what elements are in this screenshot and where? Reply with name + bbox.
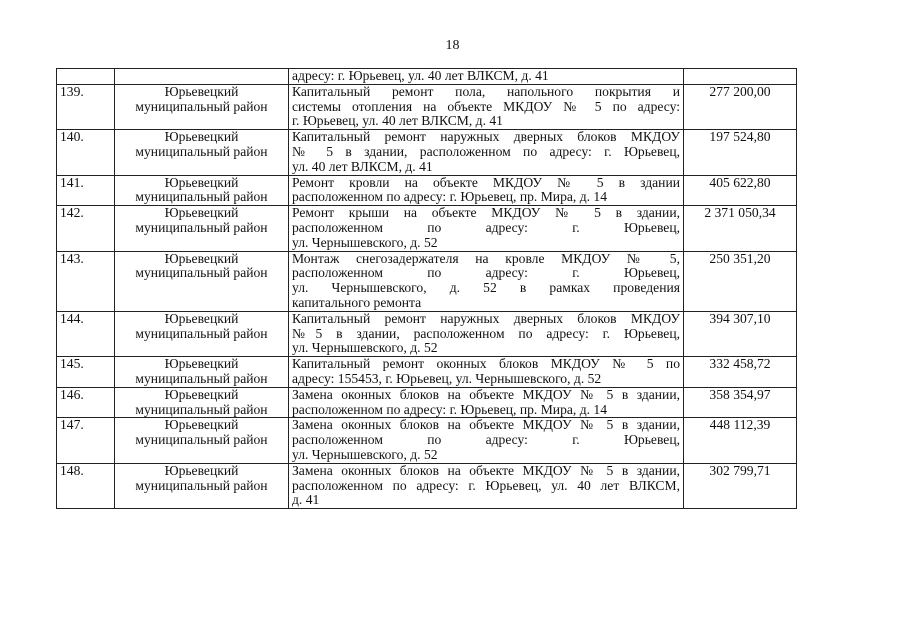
district-type: муниципальный район	[135, 143, 268, 159]
district-type: муниципальный район	[135, 265, 268, 281]
table-row	[57, 387, 797, 418]
row-district	[115, 69, 289, 85]
row-number: 140.	[57, 130, 115, 175]
description-line: Капитальный ремонт пола, напольного покрытия и	[292, 84, 680, 99]
row-number: 141.	[57, 175, 115, 206]
description-line: д. 41	[292, 492, 320, 508]
description-line: системы отопления на объекте МКДОУ № 5 по адресу:	[292, 98, 680, 114]
description-line: расположенном по адресу: г. Юрьевец, пр. Мира, д. 14	[292, 189, 608, 205]
table-row	[57, 84, 797, 129]
description-line: г. Юрьевец, ул. 40 лет ВЛКСМ, д. 41	[292, 113, 503, 129]
row-description	[289, 130, 684, 175]
district-type: муниципальный район	[135, 325, 268, 341]
row-number: 147.	[57, 418, 115, 463]
description-line: адресу: г. Юрьевец, ул. 40 лет ВЛКСМ, д. 41	[292, 68, 549, 83]
description-line: ул. Чернышевского, д. 52	[292, 234, 438, 250]
row-amount: 448 112,39	[684, 418, 797, 463]
table-row	[57, 357, 797, 388]
row-amount	[684, 69, 797, 85]
description-line: Замена оконных блоков на объекте МКДОУ № 5 в здании,	[292, 387, 680, 402]
row-district	[115, 387, 289, 418]
description-line: адресу: 155453, г. Юрьевец, ул. Чернышевского, д. 52	[292, 370, 602, 386]
row-description	[289, 251, 684, 311]
description-line: ул. Чернышевского, д. 52	[292, 446, 438, 462]
district-name: Юрьевецкий	[164, 463, 239, 478]
row-district	[115, 175, 289, 206]
description-line: ул. 40 лет ВЛКСМ, д. 41	[292, 158, 433, 174]
row-number: 142.	[57, 206, 115, 251]
row-district	[115, 251, 289, 311]
district-name: Юрьевецкий	[164, 84, 239, 99]
row-amount: 358 354,97	[684, 387, 797, 418]
row-description	[289, 463, 684, 508]
description-line: Капитальный ремонт наружных дверных блоков МКДОУ	[292, 311, 680, 326]
district-name: Юрьевецкий	[164, 251, 239, 266]
row-description	[289, 69, 684, 85]
row-district	[115, 357, 289, 388]
row-number: 143.	[57, 251, 115, 311]
row-district	[115, 463, 289, 508]
description-line: расположенном по адресу: г. Юрьевец, пр. Мира, д. 14	[292, 401, 608, 417]
row-number: 144.	[57, 311, 115, 356]
row-amount: 197 524,80	[684, 130, 797, 175]
description-line: Замена оконных блоков на объекте МКДОУ № 5 в здании,	[292, 463, 680, 478]
district-name: Юрьевецкий	[164, 205, 239, 221]
district-type: муниципальный район	[135, 477, 268, 493]
district-name: Юрьевецкий	[164, 356, 239, 372]
row-amount: 302 799,71	[684, 463, 797, 508]
description-line: Монтаж снегозадержателя на кровле МКДОУ № 5,	[292, 251, 680, 266]
row-amount: 394 307,10	[684, 311, 797, 356]
row-description	[289, 387, 684, 418]
description-line: Замена оконных блоков на объекте МКДОУ № 5 в здании,	[292, 417, 680, 433]
row-number: 139.	[57, 84, 115, 129]
table-row	[57, 311, 797, 356]
row-description	[289, 311, 684, 356]
row-amount: 277 200,00	[684, 84, 797, 129]
row-description	[289, 206, 684, 251]
district-name: Юрьевецкий	[164, 311, 239, 326]
row-district	[115, 418, 289, 463]
row-district	[115, 206, 289, 251]
description-line: №5 в здании, расположенном по адресу: г. Юрьевец,	[292, 325, 680, 341]
row-description	[289, 84, 684, 129]
district-name: Юрьевецкий	[164, 129, 239, 145]
row-district	[115, 130, 289, 175]
table-row	[57, 463, 797, 508]
description-line: капитального ремонта	[292, 294, 422, 310]
row-description	[289, 418, 684, 463]
description-line: расположенном по адресу: г. Юрьевец,	[292, 265, 680, 281]
row-description	[289, 357, 684, 388]
description-line: расположенном по адресу: г. Юрьевец, ул. 40 лет ВЛКСМ,	[292, 477, 680, 493]
description-line: ул. Чернышевского, д. 52	[292, 340, 438, 356]
district-type: муниципальный район	[135, 98, 268, 114]
description-line: Ремонт крыши на объекте МКДОУ № 5 в здании,	[292, 205, 680, 221]
row-amount: 405 622,80	[684, 175, 797, 206]
description-line: расположенном по адресу: г. Юрьевец,	[292, 219, 680, 235]
row-description	[289, 175, 684, 206]
table-row	[57, 130, 797, 175]
objects-table	[56, 68, 797, 509]
district-type: муниципальный район	[135, 219, 268, 235]
row-number	[57, 69, 115, 85]
row-number: 146.	[57, 387, 115, 418]
district-name: Юрьевецкий	[164, 387, 239, 402]
district-type: муниципальный район	[135, 370, 268, 386]
description-line: Капитальный ремонт наружных дверных блоков МКДОУ	[292, 129, 680, 145]
row-district	[115, 311, 289, 356]
table-row	[57, 175, 797, 206]
table-row-continuation	[57, 69, 797, 85]
page-number: 18	[445, 38, 460, 53]
row-amount: 2 371 050,34	[684, 206, 797, 251]
district-type: муниципальный район	[135, 401, 268, 417]
row-amount: 332 458,72	[684, 357, 797, 388]
district-type: муниципальный район	[135, 432, 268, 448]
row-amount: 250 351,20	[684, 251, 797, 311]
district-name: Юрьевецкий	[164, 417, 239, 433]
district-name: Юрьевецкий	[164, 175, 239, 190]
row-number: 148.	[57, 463, 115, 508]
row-district	[115, 84, 289, 129]
description-line: № 5 в здании, расположенном по адресу: г. Юрьевец,	[292, 143, 680, 159]
district-type: муниципальный район	[135, 189, 268, 205]
description-line: Капитальный ремонт оконных блоков МКДОУ № 5 по	[292, 356, 680, 372]
description-line: Ремонт кровли на объекте МКДОУ № 5 в здании	[292, 175, 680, 190]
table-row	[57, 206, 797, 251]
table-row	[57, 418, 797, 463]
description-line: ул. Чернышевского, д. 52 в рамках проведения	[292, 280, 680, 296]
description-line: расположенном по адресу: г. Юрьевец,	[292, 432, 680, 448]
row-number: 145.	[57, 357, 115, 388]
table-row	[57, 251, 797, 311]
